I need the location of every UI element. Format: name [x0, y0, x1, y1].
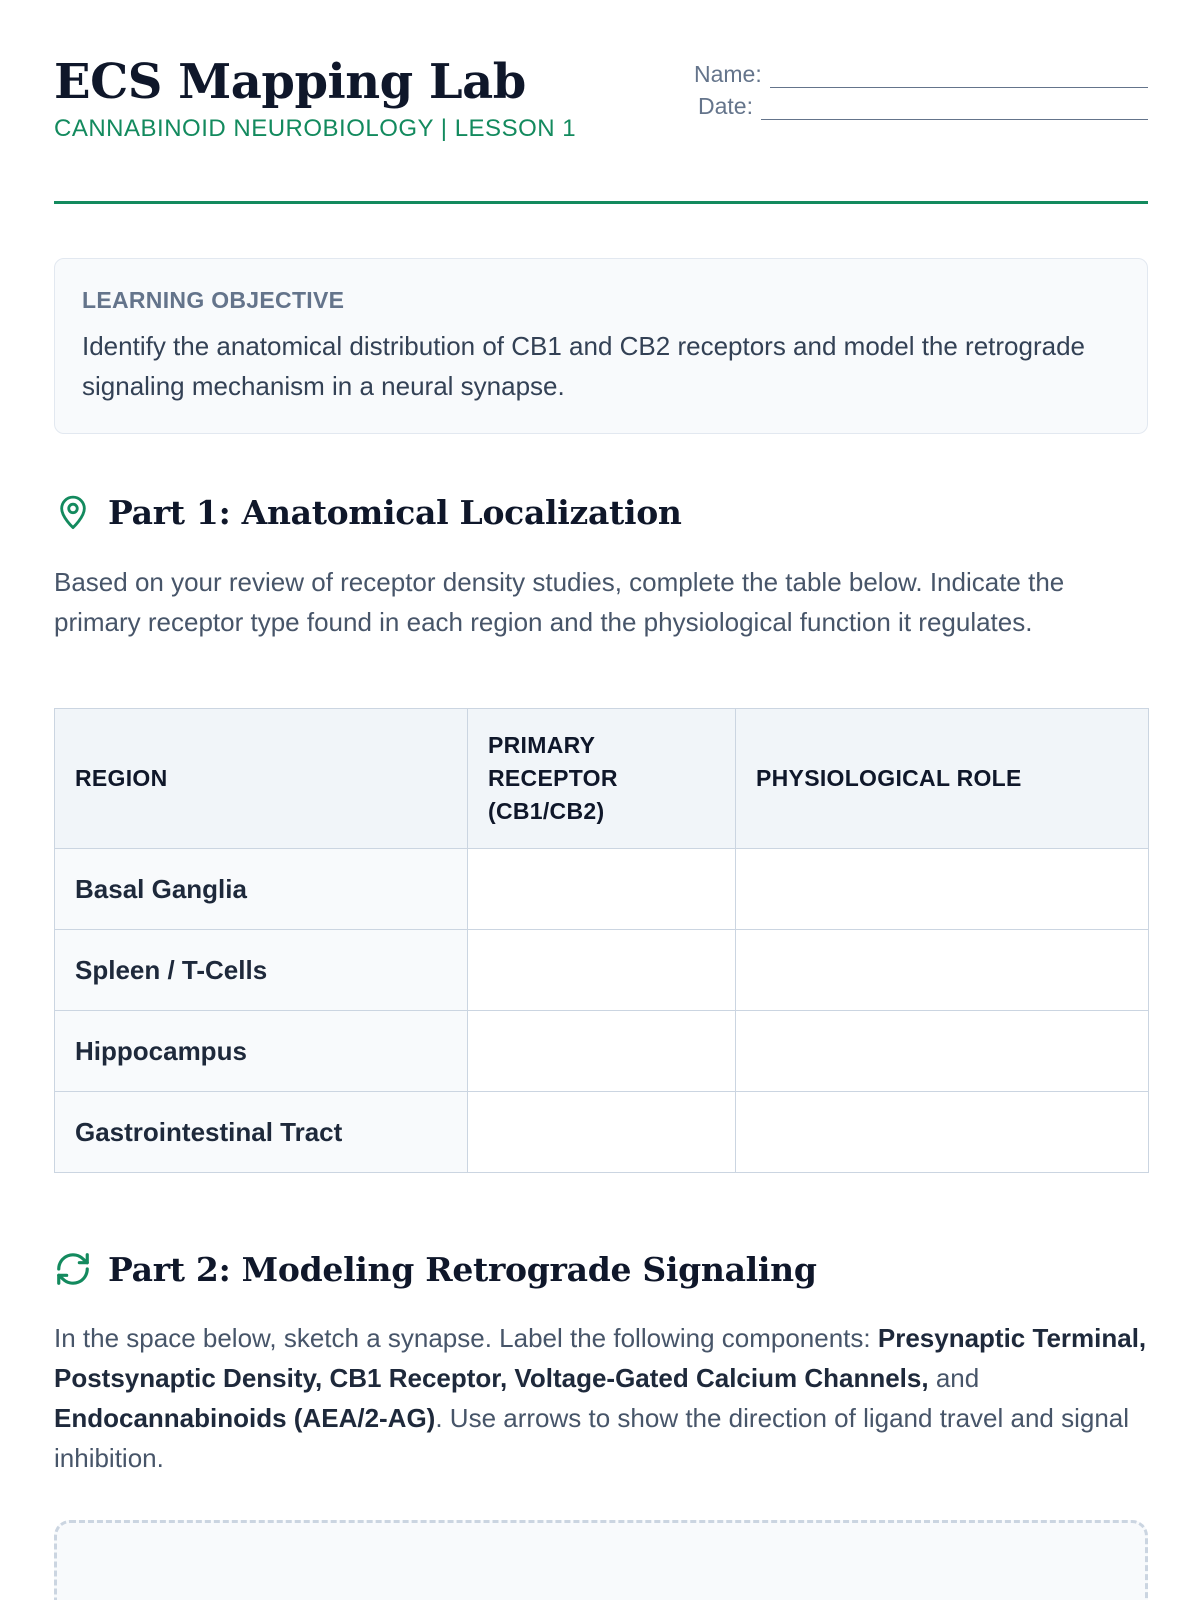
- table-row: [55, 849, 1149, 930]
- role-answer-cell[interactable]: [736, 930, 1149, 1011]
- table-row: [55, 1011, 1149, 1092]
- learning-objective-box: [54, 258, 1148, 434]
- part1-instructions: Based on your review of receptor density studies, complete the table below. Indicate the primary receptor type found in each region and the physiological function it regulates.: [54, 567, 1065, 637]
- receptor-answer-cell[interactable]: [468, 1092, 736, 1173]
- part1-title: Part 1: Anatomical Localization: [108, 492, 682, 532]
- column-header-role: PHYSIOLOGICAL ROLE: [736, 709, 1149, 849]
- map-pin-icon: [54, 493, 92, 531]
- sketch-area[interactable]: [54, 1520, 1148, 1600]
- refresh-cycle-icon: [54, 1250, 92, 1288]
- localization-table: [54, 708, 1149, 1173]
- receptor-answer-cell[interactable]: [468, 849, 736, 930]
- objective-label: LEARNING OBJECTIVE: [82, 287, 345, 313]
- role-answer-cell[interactable]: [736, 1011, 1149, 1092]
- worksheet-header: [54, 0, 1148, 204]
- objective-text: Identify the anatomical distribution of CB1 and CB2 receptors and model the retrograde signaling mechanism in a neural synapse.: [82, 331, 1086, 401]
- date-line[interactable]: [761, 99, 1148, 120]
- receptor-answer-cell[interactable]: [468, 1011, 736, 1092]
- region-cell: Hippocampus: [55, 1011, 468, 1092]
- region-cell: Gastrointestinal Tract: [55, 1092, 468, 1173]
- name-label: Name:: [694, 61, 762, 87]
- part2-heading: [54, 1247, 817, 1291]
- student-fields: [678, 56, 1148, 120]
- part2-title: Part 2: Modeling Retrograde Signaling: [108, 1249, 817, 1289]
- part2-outro: . Use arrows to show the direction of ligand travel and signal inhibition.: [54, 1403, 1130, 1473]
- date-field[interactable]: [678, 88, 1148, 120]
- part1-heading: [54, 490, 682, 534]
- column-header-region: REGION: [55, 709, 468, 849]
- page-title: ECS Mapping Lab: [54, 54, 526, 110]
- region-cell: Spleen / T-Cells: [55, 930, 468, 1011]
- part2-intro: In the space below, sketch a synapse. Label the following components:: [54, 1323, 878, 1353]
- role-answer-cell[interactable]: [736, 849, 1149, 930]
- page-subtitle: CANNABINOID NEUROBIOLOGY | LESSON 1: [54, 115, 577, 142]
- column-header-receptor: PRIMARY RECEPTOR (CB1/CB2): [468, 709, 736, 849]
- worksheet-page: [54, 0, 1148, 1473]
- name-line[interactable]: [770, 67, 1148, 88]
- part2-and: and: [928, 1363, 980, 1393]
- date-label: Date:: [698, 93, 753, 119]
- part2-components-list: Presynaptic Terminal, Postsynaptic Density, CB1 Receptor, Voltage-Gated Calcium Channels,: [54, 1323, 1147, 1393]
- name-field[interactable]: [678, 56, 1148, 88]
- role-answer-cell[interactable]: [736, 1092, 1149, 1173]
- table-row: [55, 1092, 1149, 1173]
- part2-instructions: [54, 1318, 1148, 1478]
- table-header-row: [55, 709, 1149, 849]
- receptor-answer-cell[interactable]: [468, 930, 736, 1011]
- table-row: [55, 930, 1149, 1011]
- part2-endocannabinoids: Endocannabinoids (AEA/2-AG): [54, 1403, 436, 1433]
- region-cell: Basal Ganglia: [55, 849, 468, 930]
